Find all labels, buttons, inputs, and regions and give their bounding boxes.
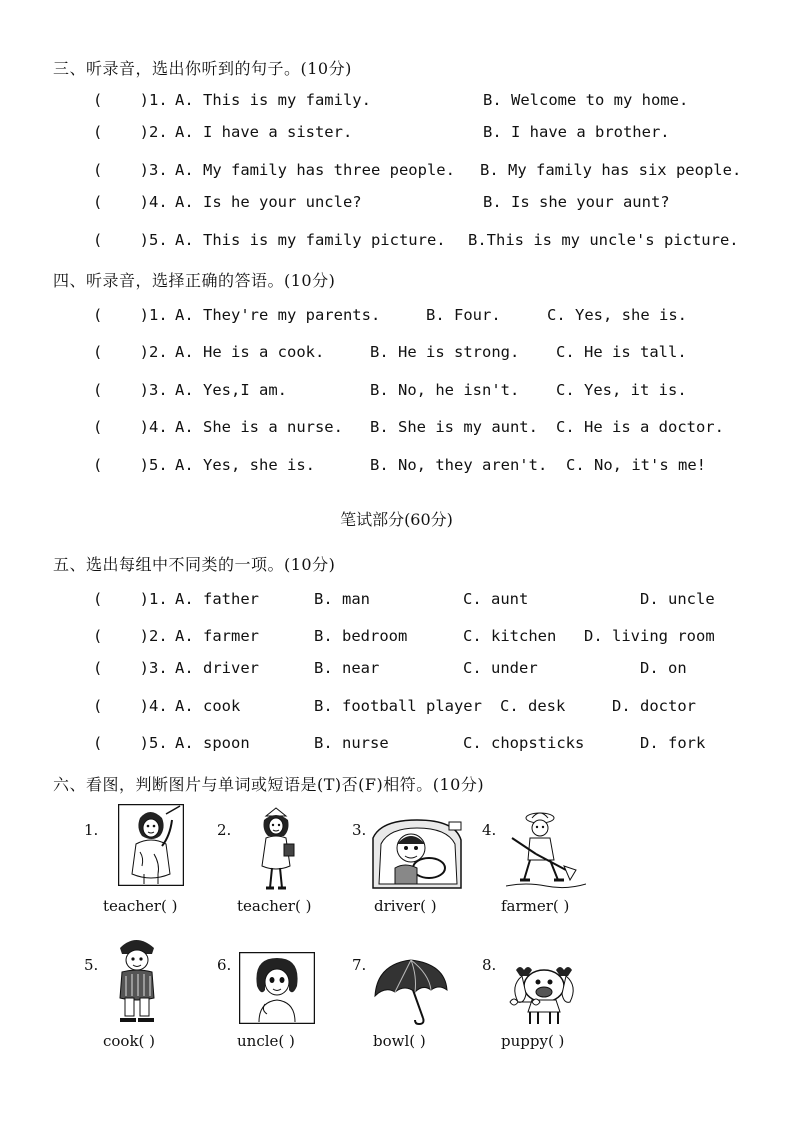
umbrella-picture-icon bbox=[373, 956, 449, 1026]
farmer-picture-icon bbox=[506, 808, 586, 890]
picture-number: 2. bbox=[217, 821, 232, 839]
question-row bbox=[93, 381, 687, 403]
puppy-picture-icon bbox=[508, 962, 582, 1028]
option-d: D. living room bbox=[584, 627, 715, 645]
driver-picture-icon bbox=[371, 818, 463, 894]
option-b: B. He is strong. bbox=[370, 343, 520, 361]
option-d: D. doctor bbox=[612, 697, 696, 715]
option-c: C. desk bbox=[500, 697, 566, 715]
question-number[interactable]: ( )5. bbox=[93, 456, 168, 474]
question-row bbox=[93, 91, 689, 113]
option-a: A. Is he your uncle? bbox=[175, 193, 362, 211]
question-number[interactable]: ( )5. bbox=[93, 734, 168, 752]
boy-picture-icon bbox=[112, 936, 162, 1026]
picture-number: 7. bbox=[352, 956, 367, 974]
picture-label: bowl( ) bbox=[373, 1032, 426, 1050]
question-number[interactable]: ( )2. bbox=[93, 123, 168, 141]
question-row bbox=[93, 590, 715, 612]
option-d: D. fork bbox=[640, 734, 706, 752]
option-b: B. man bbox=[314, 590, 370, 608]
question-row bbox=[93, 627, 715, 649]
option-a: A. Yes, she is. bbox=[175, 456, 315, 474]
option-a: A. Yes,I am. bbox=[175, 381, 287, 399]
option-a: A. They're my parents. bbox=[175, 306, 381, 324]
picture-number: 1. bbox=[84, 821, 99, 839]
option-b: B. Four. bbox=[426, 306, 501, 324]
option-c: C. aunt bbox=[463, 590, 529, 608]
option-b: B. nurse bbox=[314, 734, 389, 752]
option-c: C. No, it's me! bbox=[566, 456, 706, 474]
question-number[interactable]: ( )2. bbox=[93, 627, 168, 645]
picture-number: 5. bbox=[84, 956, 99, 974]
picture-label: puppy( ) bbox=[501, 1032, 565, 1050]
written-part-title: 笔试部分(60分) bbox=[340, 510, 453, 529]
option-d: D. uncle bbox=[640, 590, 715, 608]
option-a: A. cook bbox=[175, 697, 241, 715]
question-number[interactable]: ( )3. bbox=[93, 381, 168, 399]
picture-label: cook( ) bbox=[103, 1032, 156, 1050]
option-c: C. kitchen bbox=[463, 627, 557, 645]
option-a: A. farmer bbox=[175, 627, 259, 645]
option-b: B.This is my uncle's picture. bbox=[468, 231, 739, 249]
option-c: C. Yes, it is. bbox=[556, 381, 687, 399]
question-row bbox=[93, 734, 706, 756]
question-row bbox=[93, 697, 696, 719]
question-number[interactable]: ( )1. bbox=[93, 91, 168, 109]
picture-number: 4. bbox=[482, 821, 497, 839]
option-b: B. I have a brother. bbox=[483, 123, 670, 141]
section-3-title: 三、听录音，选出你听到的句子。(10分) bbox=[53, 59, 352, 78]
section-5-title: 五、选出每组中不同类的一项。(10分) bbox=[53, 555, 336, 574]
picture-label: uncle( ) bbox=[237, 1032, 295, 1050]
option-a: A. father bbox=[175, 590, 259, 608]
option-c: C. under bbox=[463, 659, 538, 677]
option-a: A. This is my family picture. bbox=[175, 231, 446, 249]
option-c: C. He is tall. bbox=[556, 343, 687, 361]
picture-number: 3. bbox=[352, 821, 367, 839]
option-a: A. She is a nurse. bbox=[175, 418, 343, 436]
question-row bbox=[93, 659, 687, 681]
option-d: D. on bbox=[640, 659, 687, 677]
section-4-title: 四、听录音，选择正确的答语。(10分) bbox=[53, 271, 336, 290]
picture-label: teacher( ) bbox=[103, 897, 178, 915]
question-row bbox=[93, 161, 742, 183]
option-a: A. This is my family. bbox=[175, 91, 371, 109]
option-a: A. He is a cook. bbox=[175, 343, 325, 361]
picture-label: farmer( ) bbox=[501, 897, 570, 915]
question-row bbox=[93, 193, 670, 215]
nurse-picture-icon bbox=[252, 806, 300, 892]
option-a: A. driver bbox=[175, 659, 259, 677]
question-row bbox=[93, 231, 739, 253]
question-row bbox=[93, 306, 687, 328]
question-number[interactable]: ( )3. bbox=[93, 659, 168, 677]
option-a: A. spoon bbox=[175, 734, 250, 752]
option-b: B. She is my aunt. bbox=[370, 418, 538, 436]
option-b: B. Welcome to my home. bbox=[483, 91, 689, 109]
option-a: A. I have a sister. bbox=[175, 123, 353, 141]
question-number[interactable]: ( )2. bbox=[93, 343, 168, 361]
option-b: B. near bbox=[314, 659, 380, 677]
option-c: C. He is a doctor. bbox=[556, 418, 724, 436]
question-number[interactable]: ( )5. bbox=[93, 231, 168, 249]
option-c: C. Yes, she is. bbox=[547, 306, 687, 324]
option-b: B. Is she your aunt? bbox=[483, 193, 670, 211]
option-b: B. No, they aren't. bbox=[370, 456, 548, 474]
question-number[interactable]: ( )4. bbox=[93, 697, 168, 715]
question-row bbox=[93, 123, 670, 145]
option-b: B. My family has six people. bbox=[480, 161, 742, 179]
option-a: A. My family has three people. bbox=[175, 161, 455, 179]
option-c: C. chopsticks bbox=[463, 734, 585, 752]
question-row bbox=[93, 418, 724, 440]
section-6-title: 六、看图，判断图片与单词或短语是(T)否(F)相符。(10分) bbox=[53, 775, 485, 794]
option-b: B. bedroom bbox=[314, 627, 408, 645]
option-b: B. football player bbox=[314, 697, 482, 715]
question-number[interactable]: ( )3. bbox=[93, 161, 168, 179]
question-number[interactable]: ( )4. bbox=[93, 418, 168, 436]
picture-label: driver( ) bbox=[374, 897, 437, 915]
question-number[interactable]: ( )1. bbox=[93, 306, 168, 324]
question-row bbox=[93, 456, 706, 478]
question-number[interactable]: ( )4. bbox=[93, 193, 168, 211]
option-b: B. No, he isn't. bbox=[370, 381, 520, 399]
picture-number: 6. bbox=[217, 956, 232, 974]
teacher-picture-icon bbox=[118, 804, 184, 886]
question-row bbox=[93, 343, 687, 365]
picture-label: teacher( ) bbox=[237, 897, 312, 915]
picture-number: 8. bbox=[482, 956, 497, 974]
question-number[interactable]: ( )1. bbox=[93, 590, 168, 608]
girl-picture-icon bbox=[239, 952, 315, 1024]
